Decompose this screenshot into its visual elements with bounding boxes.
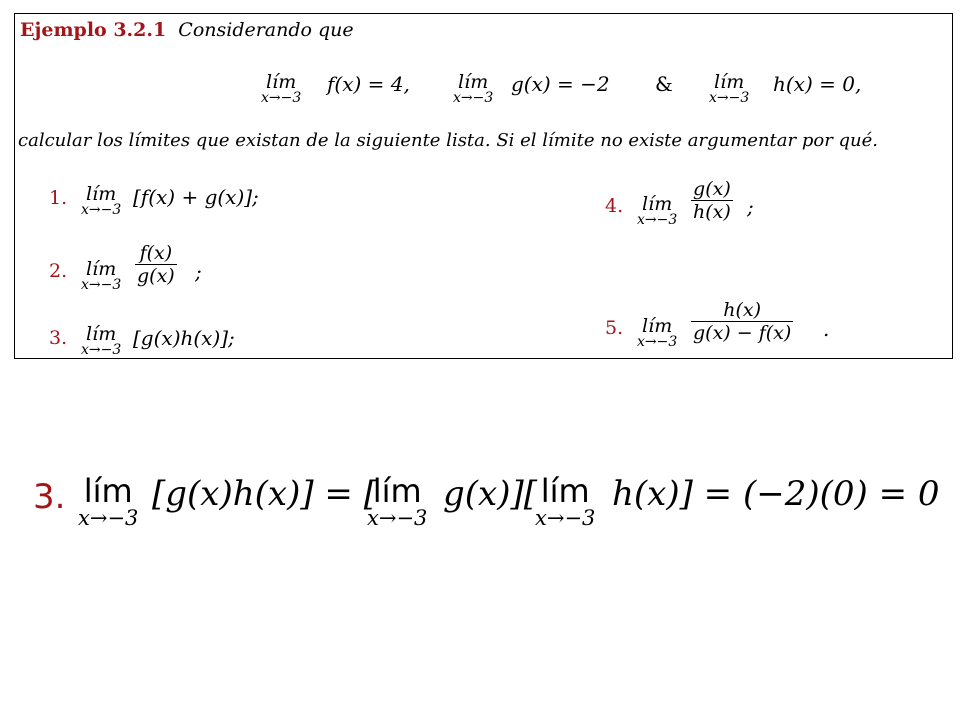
item-4-lim: lím x→−3 — [637, 193, 678, 228]
instruction-text: calcular los límites que existan de la siguiente lista. Si el límite no existe argumentar por qué. — [18, 130, 879, 151]
item-3-lim: lím x→−3 — [81, 323, 122, 358]
item-4-tail: ; — [747, 195, 754, 219]
solution-part-2: g(x)][ — [443, 474, 537, 514]
solution-part-1: [g(x)h(x)] = [ — [152, 474, 377, 514]
item-2-lim: lím x→−3 — [81, 258, 122, 293]
solution-number: 3. — [33, 477, 66, 517]
item-1-number: 1. — [49, 187, 68, 209]
given-ampersand: & — [655, 72, 673, 96]
item-2-numerator: f(x) — [139, 242, 173, 264]
example-box — [14, 13, 953, 359]
example-heading: Ejemplo 3.2.1 — [20, 19, 167, 41]
item-1-expr: [f(x) + g(x)]; — [133, 185, 259, 209]
item-5-fraction — [691, 299, 793, 344]
item-3-number: 3. — [49, 327, 68, 349]
item-2-denominator: g(x) — [137, 265, 175, 287]
item-5-number: 5. — [605, 317, 624, 339]
solution-part-3: h(x)] = (−2)(0) = 0 — [612, 474, 940, 514]
item-3-expr: [g(x)h(x)]; — [133, 326, 235, 350]
solution-lim-1: lím x→−3 — [78, 472, 139, 530]
item-4-fraction — [691, 178, 733, 223]
given-g-value: g(x) = −2 — [511, 72, 610, 96]
item-1-lim: lím x→−3 — [81, 183, 122, 218]
item-4-numerator: g(x) — [693, 178, 731, 200]
item-4-number: 4. — [605, 195, 624, 217]
item-2-tail: ; — [195, 260, 202, 284]
item-5-tail: . — [823, 317, 830, 341]
given-f-value: f(x) = 4, — [327, 72, 410, 96]
item-4-denominator: h(x) — [693, 201, 731, 223]
given-lim-h: lím x→−3 — [709, 71, 750, 106]
solution-lim-3: lím x→−3 — [535, 472, 596, 530]
given-lim-g: lím x→−3 — [453, 71, 494, 106]
item-5-lim: lím x→−3 — [637, 315, 678, 350]
item-5-numerator: h(x) — [723, 299, 762, 321]
example-intro: Considerando que — [178, 19, 354, 41]
item-2-number: 2. — [49, 260, 68, 282]
given-lim-f: lím x→−3 — [261, 71, 302, 106]
solution-lim-2: lím x→−3 — [367, 472, 428, 530]
item-2-fraction — [135, 242, 177, 287]
item-5-denominator: g(x) − f(x) — [693, 322, 792, 344]
given-h-value: h(x) = 0, — [773, 72, 862, 96]
example-heading-line — [20, 19, 354, 41]
